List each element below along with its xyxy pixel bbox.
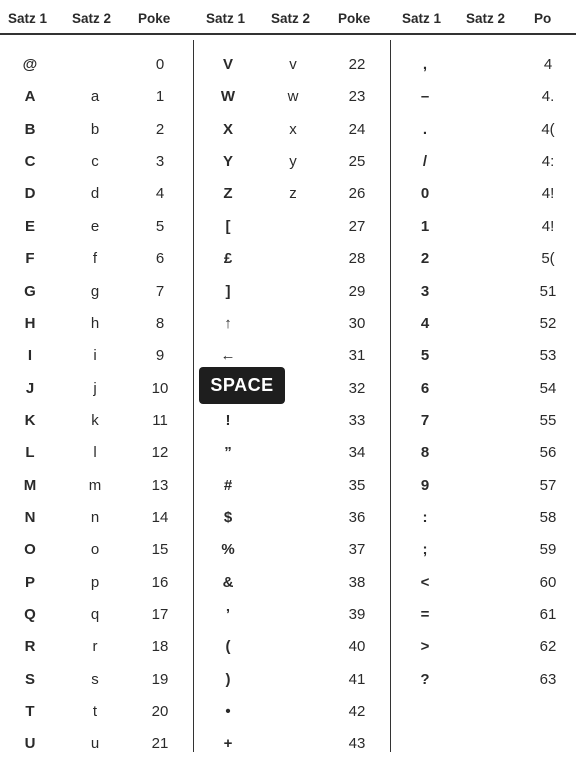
satz2-cell: i bbox=[93, 347, 97, 365]
satz2-cell: q bbox=[90, 606, 100, 623]
satz2-cell: j bbox=[93, 379, 97, 397]
poke-cell: 8 bbox=[155, 314, 165, 332]
satz1-cell: 4 bbox=[420, 314, 430, 332]
poke-cell: 34 bbox=[348, 444, 366, 462]
poke-cell: 6 bbox=[155, 250, 165, 268]
satz1-cell: 2 bbox=[420, 250, 430, 268]
satz1-cell: # bbox=[223, 476, 233, 494]
poke-cell: 41 bbox=[348, 670, 366, 688]
satz2-cell: c bbox=[91, 153, 99, 171]
poke-cell: 19 bbox=[151, 670, 169, 688]
satz1-cell: • bbox=[225, 703, 231, 720]
satz2-cell: o bbox=[90, 541, 100, 559]
satz1-cell: 9 bbox=[420, 476, 430, 494]
satz2-cell: l bbox=[93, 444, 97, 462]
satz2-cell: m bbox=[88, 476, 102, 494]
poke-cell: 59 bbox=[539, 541, 557, 559]
poke-cell: 26 bbox=[348, 185, 366, 203]
satz1-cell: % bbox=[221, 541, 235, 559]
satz2-cell: b bbox=[90, 120, 100, 138]
satz1-cell: 0 bbox=[420, 185, 430, 203]
satz1-cell: : bbox=[422, 508, 428, 526]
satz1-cell: ) bbox=[225, 670, 231, 688]
poke-cell: 22 bbox=[348, 56, 366, 73]
poke-cell: 4 bbox=[543, 56, 553, 73]
satz1-cell: ] bbox=[225, 282, 231, 300]
poke-cell: 54 bbox=[539, 379, 557, 397]
poke-cell: 52 bbox=[539, 314, 557, 332]
header-satz2: Satz 2 bbox=[271, 11, 311, 26]
satz2-cell: u bbox=[90, 735, 100, 753]
satz2-cell: h bbox=[90, 314, 100, 332]
satz1-cell: , bbox=[422, 56, 428, 73]
satz2-cell: t bbox=[92, 703, 98, 720]
satz2-cell: g bbox=[90, 282, 100, 300]
satz1-cell: U bbox=[24, 735, 36, 753]
header-satz1: Satz 1 bbox=[206, 11, 246, 26]
header-poke: Poke bbox=[138, 11, 171, 26]
satz1-cell: 3 bbox=[420, 282, 430, 300]
satz1-cell: T bbox=[25, 703, 35, 720]
poke-cell: 1 bbox=[155, 88, 165, 106]
poke-cell: 58 bbox=[539, 508, 557, 526]
poke-cell: 3 bbox=[155, 153, 165, 171]
poke-cell: 4! bbox=[541, 217, 555, 235]
poke-cell: 30 bbox=[348, 314, 366, 332]
poke-cell: 24 bbox=[348, 120, 366, 138]
poke-cell: 57 bbox=[539, 476, 557, 494]
poke-cell: 53 bbox=[539, 347, 557, 365]
poke-cell: 25 bbox=[348, 153, 366, 171]
header-satz2: Satz 2 bbox=[72, 11, 112, 26]
satz2-cell: p bbox=[90, 573, 100, 591]
poke-cell: 60 bbox=[539, 573, 557, 591]
poke-cell: 2 bbox=[155, 120, 165, 138]
poke-cell: 4( bbox=[541, 120, 555, 138]
poke-cell: 29 bbox=[348, 282, 366, 300]
satz1-cell: 6 bbox=[420, 379, 430, 397]
satz1-cell: < bbox=[420, 573, 430, 591]
poke-cell: 14 bbox=[151, 508, 169, 526]
satz1-cell: X bbox=[222, 120, 234, 138]
poke-cell: 15 bbox=[151, 541, 169, 559]
satz1-cell: ↑ bbox=[224, 314, 232, 332]
poke-cell: 40 bbox=[348, 638, 366, 656]
poke-cell: 42 bbox=[348, 703, 366, 720]
satz2-cell: e bbox=[90, 217, 100, 235]
satz1-cell: D bbox=[24, 185, 36, 203]
satz1-cell: O bbox=[24, 541, 36, 559]
poke-cell: 33 bbox=[348, 411, 366, 429]
satz1-cell: J bbox=[25, 379, 35, 397]
satz2-cell: s bbox=[91, 670, 99, 688]
satz2-cell: f bbox=[92, 250, 98, 268]
column-divider bbox=[193, 40, 194, 752]
satz1-cell: N bbox=[24, 508, 36, 526]
satz1-cell: £ bbox=[223, 250, 233, 268]
satz1-cell: S bbox=[24, 670, 36, 688]
poke-cell: 11 bbox=[152, 411, 168, 429]
header-satz1: Satz 1 bbox=[8, 11, 48, 26]
poke-cell: 43 bbox=[348, 735, 366, 753]
poke-cell: 39 bbox=[348, 606, 366, 623]
satz2-cell: x bbox=[289, 120, 297, 138]
poke-cell: 31 bbox=[348, 347, 366, 365]
satz2-cell: a bbox=[90, 88, 100, 106]
satz1-cell: I bbox=[27, 347, 33, 365]
poke-cell: 20 bbox=[151, 703, 169, 720]
poke-cell: 38 bbox=[348, 573, 366, 591]
poke-cell: 9 bbox=[155, 347, 165, 365]
poke-cell: 4: bbox=[541, 153, 555, 171]
satz1-cell: . bbox=[422, 120, 428, 138]
header-poke: Po bbox=[534, 11, 552, 26]
satz1-cell: @ bbox=[22, 56, 38, 73]
satz1-cell: B bbox=[24, 120, 36, 138]
poke-cell: 35 bbox=[348, 476, 366, 494]
satz2-cell: k bbox=[91, 411, 99, 429]
satz2-cell: d bbox=[90, 185, 100, 203]
satz1-cell: / bbox=[422, 153, 428, 171]
poke-cell: 56 bbox=[539, 444, 557, 462]
satz1-cell: G bbox=[24, 282, 36, 300]
header-satz1: Satz 1 bbox=[402, 11, 442, 26]
satz1-cell: R bbox=[24, 638, 36, 656]
satz2-cell: y bbox=[289, 153, 297, 171]
satz1-cell: 8 bbox=[420, 444, 430, 462]
header-satz2: Satz 2 bbox=[466, 11, 506, 26]
satz1-cell: P bbox=[24, 573, 36, 591]
satz1-cell: ! bbox=[225, 411, 231, 429]
satz1-cell: + bbox=[223, 735, 233, 753]
satz1-cell: = bbox=[420, 606, 430, 623]
poke-cell: 16 bbox=[151, 573, 169, 591]
satz1-cell: $ bbox=[223, 508, 233, 526]
poke-cell: 10 bbox=[151, 379, 169, 397]
poke-cell: 37 bbox=[348, 541, 366, 559]
satz1-cell: M bbox=[23, 476, 37, 494]
satz1-cell: [ bbox=[225, 217, 231, 235]
poke-cell: 63 bbox=[539, 670, 557, 688]
satz1-cell: & bbox=[222, 573, 234, 591]
satz1-cell: ( bbox=[225, 638, 231, 656]
satz1-cell: K bbox=[24, 411, 36, 429]
header-divider bbox=[0, 33, 576, 35]
poke-cell: 27 bbox=[348, 217, 366, 235]
satz1-cell: > bbox=[420, 638, 430, 656]
satz1-cell: 1 bbox=[420, 217, 430, 235]
poke-cell: 5( bbox=[541, 250, 555, 268]
satz1-cell: E bbox=[24, 217, 36, 235]
satz1-cell: 7 bbox=[420, 411, 430, 429]
satz1-cell: Q bbox=[24, 606, 36, 623]
satz2-cell: v bbox=[289, 56, 297, 73]
poke-cell: 0 bbox=[155, 56, 165, 73]
satz1-cell: ” bbox=[224, 444, 232, 462]
satz1-cell: ; bbox=[422, 541, 428, 559]
satz1-cell: A bbox=[24, 88, 36, 106]
poke-cell: 7 bbox=[155, 282, 165, 300]
satz2-cell: r bbox=[92, 638, 98, 656]
poke-cell: 13 bbox=[151, 476, 169, 494]
poke-cell: 17 bbox=[151, 606, 169, 623]
satz1-cell: H bbox=[24, 314, 36, 332]
satz1-cell: L bbox=[25, 444, 35, 462]
satz1-cell: ’ bbox=[225, 606, 231, 623]
satz2-cell: z bbox=[289, 185, 297, 203]
satz1-cell: V bbox=[222, 56, 234, 73]
satz2-cell: n bbox=[90, 508, 100, 526]
poke-cell: 55 bbox=[539, 411, 557, 429]
satz1-cell: C bbox=[24, 153, 36, 171]
poke-cell: 62 bbox=[539, 638, 557, 656]
satz1-cell: 5 bbox=[420, 347, 430, 365]
satz2-cell: w bbox=[287, 88, 299, 106]
poke-cell: 4 bbox=[155, 185, 165, 203]
poke-cell: 23 bbox=[348, 88, 366, 106]
space-key-label: SPACE bbox=[199, 367, 285, 404]
satz1-cell: F bbox=[25, 250, 35, 268]
poke-cell: 36 bbox=[348, 508, 366, 526]
poke-cell: 21 bbox=[151, 735, 169, 753]
satz1-cell: Y bbox=[222, 153, 234, 171]
poke-cell: 4. bbox=[541, 88, 555, 106]
column-divider bbox=[390, 40, 391, 752]
poke-cell: 28 bbox=[348, 250, 366, 268]
poke-cell: 18 bbox=[151, 638, 169, 656]
poke-cell: 12 bbox=[151, 444, 169, 462]
poke-cell: 61 bbox=[539, 606, 557, 623]
poke-cell: 51 bbox=[539, 282, 557, 300]
poke-cell: 5 bbox=[155, 217, 165, 235]
satz1-cell: W bbox=[220, 88, 236, 106]
poke-cell: 4! bbox=[541, 185, 555, 203]
satz1-cell: ← bbox=[220, 347, 236, 365]
header-poke: Poke bbox=[338, 11, 371, 26]
satz1-cell: Z bbox=[223, 185, 233, 203]
satz1-cell: ? bbox=[420, 670, 430, 688]
satz1-cell: – bbox=[420, 88, 430, 106]
poke-cell: 32 bbox=[348, 379, 366, 397]
